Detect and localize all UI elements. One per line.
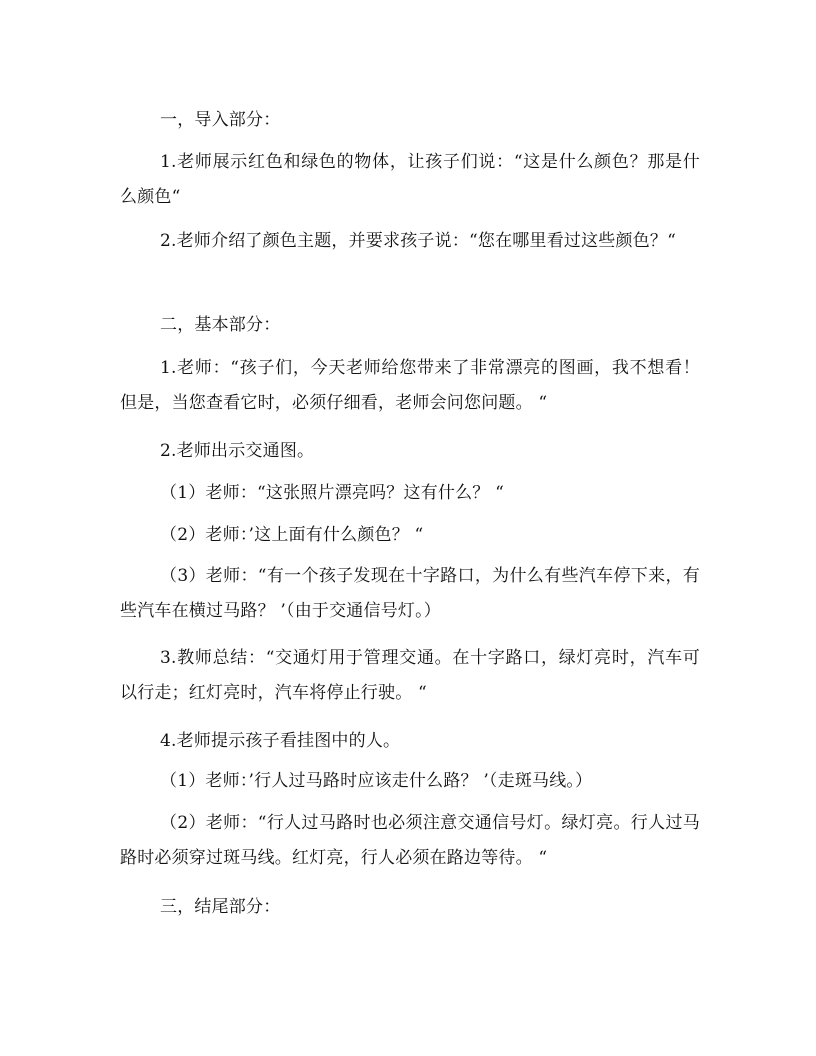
paragraph: （1）老师：“这张照片漂亮吗？这有什么？ “: [160, 483, 505, 503]
paragraph: （2）老师：“行人过马路时也必须注意交通信号灯。绿灯亮。行人过马路时必须穿过斑马线。红灯亮，行人必须在路边等待。 “: [120, 813, 700, 868]
paragraph: 3.教师总结：“交通灯用于管理交通。在十字路口，绿灯亮时，汽车可以行走；红灯亮时，汽车将停止行驶。 “: [120, 648, 700, 703]
paragraph: 2.老师介绍了颜色主题，并要求孩子说：“您在哪里看过这些颜色？“: [160, 231, 677, 251]
paragraph: （1）老师：’行人过马路时应该走什么路？ ’（走斑马线。）: [160, 771, 593, 791]
paragraph: 1.老师展示红色和绿色的物体，让孩子们说：“这是什么颜色？那是什么颜色“: [120, 152, 700, 207]
paragraph: 2.老师出示交通图。: [160, 441, 315, 461]
section-heading-intro: 一，导入部分：: [160, 110, 281, 130]
paragraph: （3）老师：“有一个孩子发现在十字路口，为什么有些汽车停下来，有些汽车在横过马路？ ’（由于交通信号灯。）: [120, 566, 700, 621]
paragraph: 1.老师：“孩子们，今天老师给您带来了非常漂亮的图画，我不想看！但是，当您查看它时，必须仔细看，老师会问您问题。 “: [120, 358, 700, 413]
section-heading-ending: 三，结尾部分：: [160, 897, 281, 917]
paragraph: （2）老师：’这上面有什么颜色？ “: [160, 525, 424, 545]
section-heading-basic: 二，基本部分：: [160, 315, 281, 335]
paragraph: 4.老师提示孩子看挂图中的人。: [160, 731, 401, 751]
